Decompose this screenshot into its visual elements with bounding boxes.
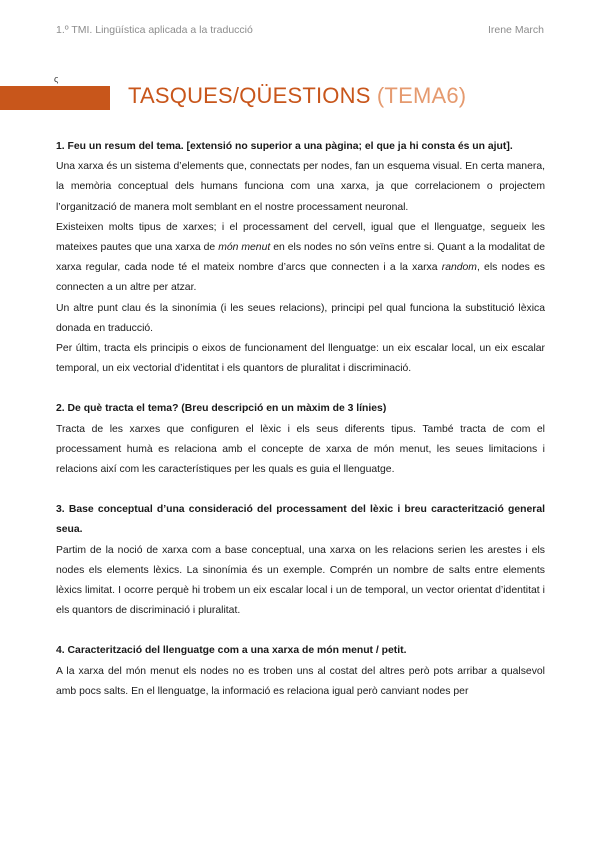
section-4-heading: 4. Caracterització del llenguatge com a una xarxa de món menut / petit.: [56, 645, 407, 657]
title-accent-bar: [0, 86, 110, 110]
s1p2-a: Existeixen molts tipus de xarxes; i el processament del cervell, igual que el llenguatge, segueix les mateixes pautes que una xarxa de: [56, 221, 545, 254]
section-1-heading: 1. Feu un resum del tema. [extensió no superior a una pàgina; el que ja hi consta és un ajut].: [56, 141, 513, 152]
section-2-paragraph-1: Tracta de les xarxes que configuren el lèxic i els seus diferents tipus. També tracta de com el processament humà es relaciona amb el concepte de xarxa de món menut, les seues limitacions i relacions així com les característiques per les quals es guia el llenguatge.: [56, 423, 545, 476]
header-author: Irene March: [487, 24, 544, 36]
section-1-paragraph-2: [56, 218, 545, 299]
section-3-heading: 3. Base conceptual d’una consideració del processament del lèxic i breu caracterització general seua.: [56, 504, 545, 536]
section-1-paragraph-4: Per últim, tracta els principis o eixos de funcionament del llenguatge: un eix escalar local, un eix escalar temporal, un eix vectorial d’identitat i els quantors de pluralitat i discriminació.: [56, 343, 545, 375]
header-course: 1.º TMI. Lingüística aplicada a la traducció: [56, 24, 253, 36]
section-2-heading: 2. De què tracta el tema? (Breu descripció en un màxim de 3 línies): [56, 403, 387, 415]
title-sub: (TEMA6): [376, 83, 467, 108]
section-3-paragraph-1: Partim de la noció de xarxa com a base conceptual, una xarxa on les relacions serien les arestes i els nodes els elements lèxics. La sinonímia és un exemple. Comprén un nombre de salts entre elements lèxics limitat. I ocorre perquè hi trobem un eix escalar local i un de temporal, un vector orientat d’identitat i els quantors de discriminació i pluralitat.: [56, 544, 545, 617]
section-4-paragraph-1: A la xarxa del món menut els nodes no es troben uns al costat del altres però pots arribar a qualsevol amb pocs salts. En el llenguatge, la informació es relaciona igual però canviant nodes per: [56, 665, 545, 697]
s1p2-b: en els nodes no són veïns entre si. Quant a la modalitat de xarxa regular, cada node té el mateix nombre d’arcs que connecten i a la xarxa: [56, 242, 545, 274]
stray-mark: ς: [54, 74, 59, 84]
s1p2-c: , els nodes es connecten a un altre per atzar.: [56, 262, 545, 294]
s1p2-em2: random: [441, 262, 477, 274]
section-1-paragraph-1: Una xarxa és un sistema d’elements que, connectats per nodes, fan un esquema visual. En certa manera, la memòria conceptual dels humans funciona com una xarxa, ja que correlacionem o projectem l’organització de manera molt semblant en el nostre processament neuronal.: [56, 161, 545, 213]
section-1-paragraph-3: Un altre punt clau és la sinonímia (i les seues relacions), principi pel qual funciona la substitució lèxica donada en traducció.: [56, 302, 545, 334]
s1p2-em: món menut: [218, 242, 271, 254]
page-title: [128, 83, 466, 109]
document-body: [56, 137, 545, 702]
page-header: [56, 24, 544, 42]
title-main: TASQUES/QÜESTIONS: [128, 83, 377, 108]
